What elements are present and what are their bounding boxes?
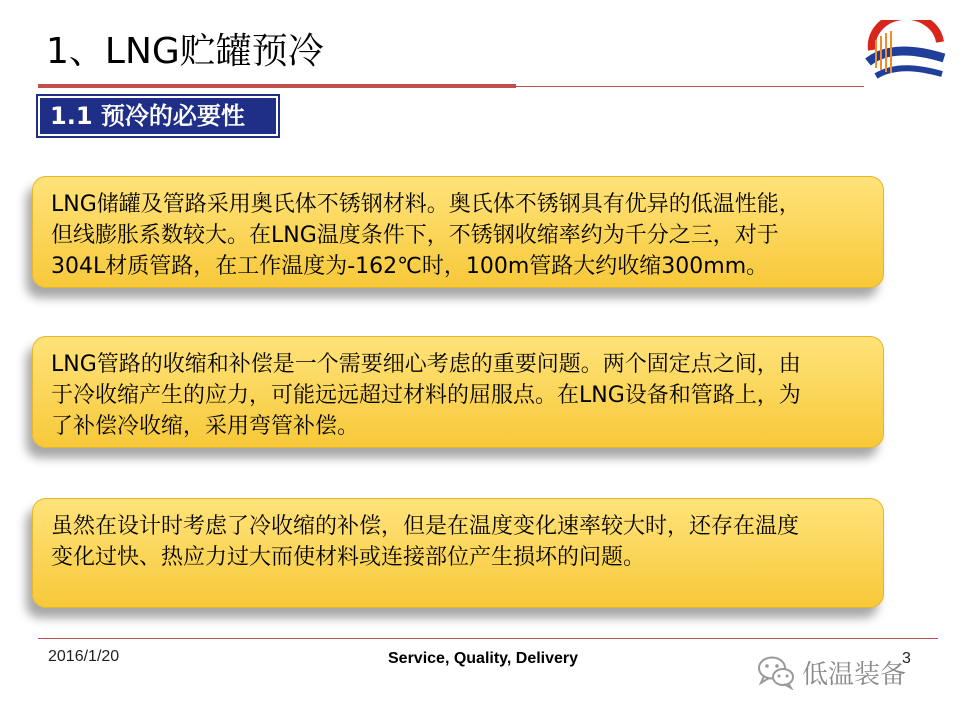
info-card-1	[32, 176, 884, 288]
watermark	[756, 650, 906, 694]
title-divider	[516, 86, 864, 87]
page-number: 3	[902, 650, 911, 667]
wechat-icon	[756, 654, 796, 690]
card-line: LNG储罐及管路采用奥氏体不锈钢材料。奥氏体不锈钢具有优异的低温性能，	[51, 192, 801, 217]
title-underline	[38, 84, 516, 88]
card-line: 了补偿冷收缩，采用弯管补偿。	[51, 414, 360, 439]
info-card-3	[32, 498, 884, 608]
card-line: 于冷收缩产生的应力，可能远远超过材料的屈服点。在LNG设备和管路上，为	[51, 383, 801, 408]
footer-date: 2016/1/20	[48, 648, 120, 665]
card-line: LNG管路的收缩和补偿是一个需要细心考虑的重要问题。两个固定点之间，由	[51, 352, 801, 377]
info-card-2	[32, 336, 884, 448]
footer-tagline: Service, Quality, Delivery	[388, 650, 579, 667]
card-line: 304L材质管路，在工作温度为-162℃时，100m管路大约收缩300mm。	[51, 254, 769, 279]
section-heading: 1.1 预冷的必要性	[38, 96, 278, 136]
slide-title: 1、LNG贮罐预冷	[46, 31, 324, 72]
card-line: 虽然在设计时考虑了冷收缩的补偿，但是在温度变化速率较大时，还存在温度	[51, 514, 800, 539]
card-line: 但线膨胀系数较大。在LNG温度条件下，不锈钢收缩率约为千分之三，对于	[51, 223, 779, 248]
company-logo-icon	[862, 20, 950, 86]
watermark-text: 低温装备	[802, 659, 907, 690]
footer-divider	[38, 638, 938, 639]
card-line: 变化过快、热应力过大而使材料或连接部位产生损坏的问题。	[51, 545, 646, 570]
